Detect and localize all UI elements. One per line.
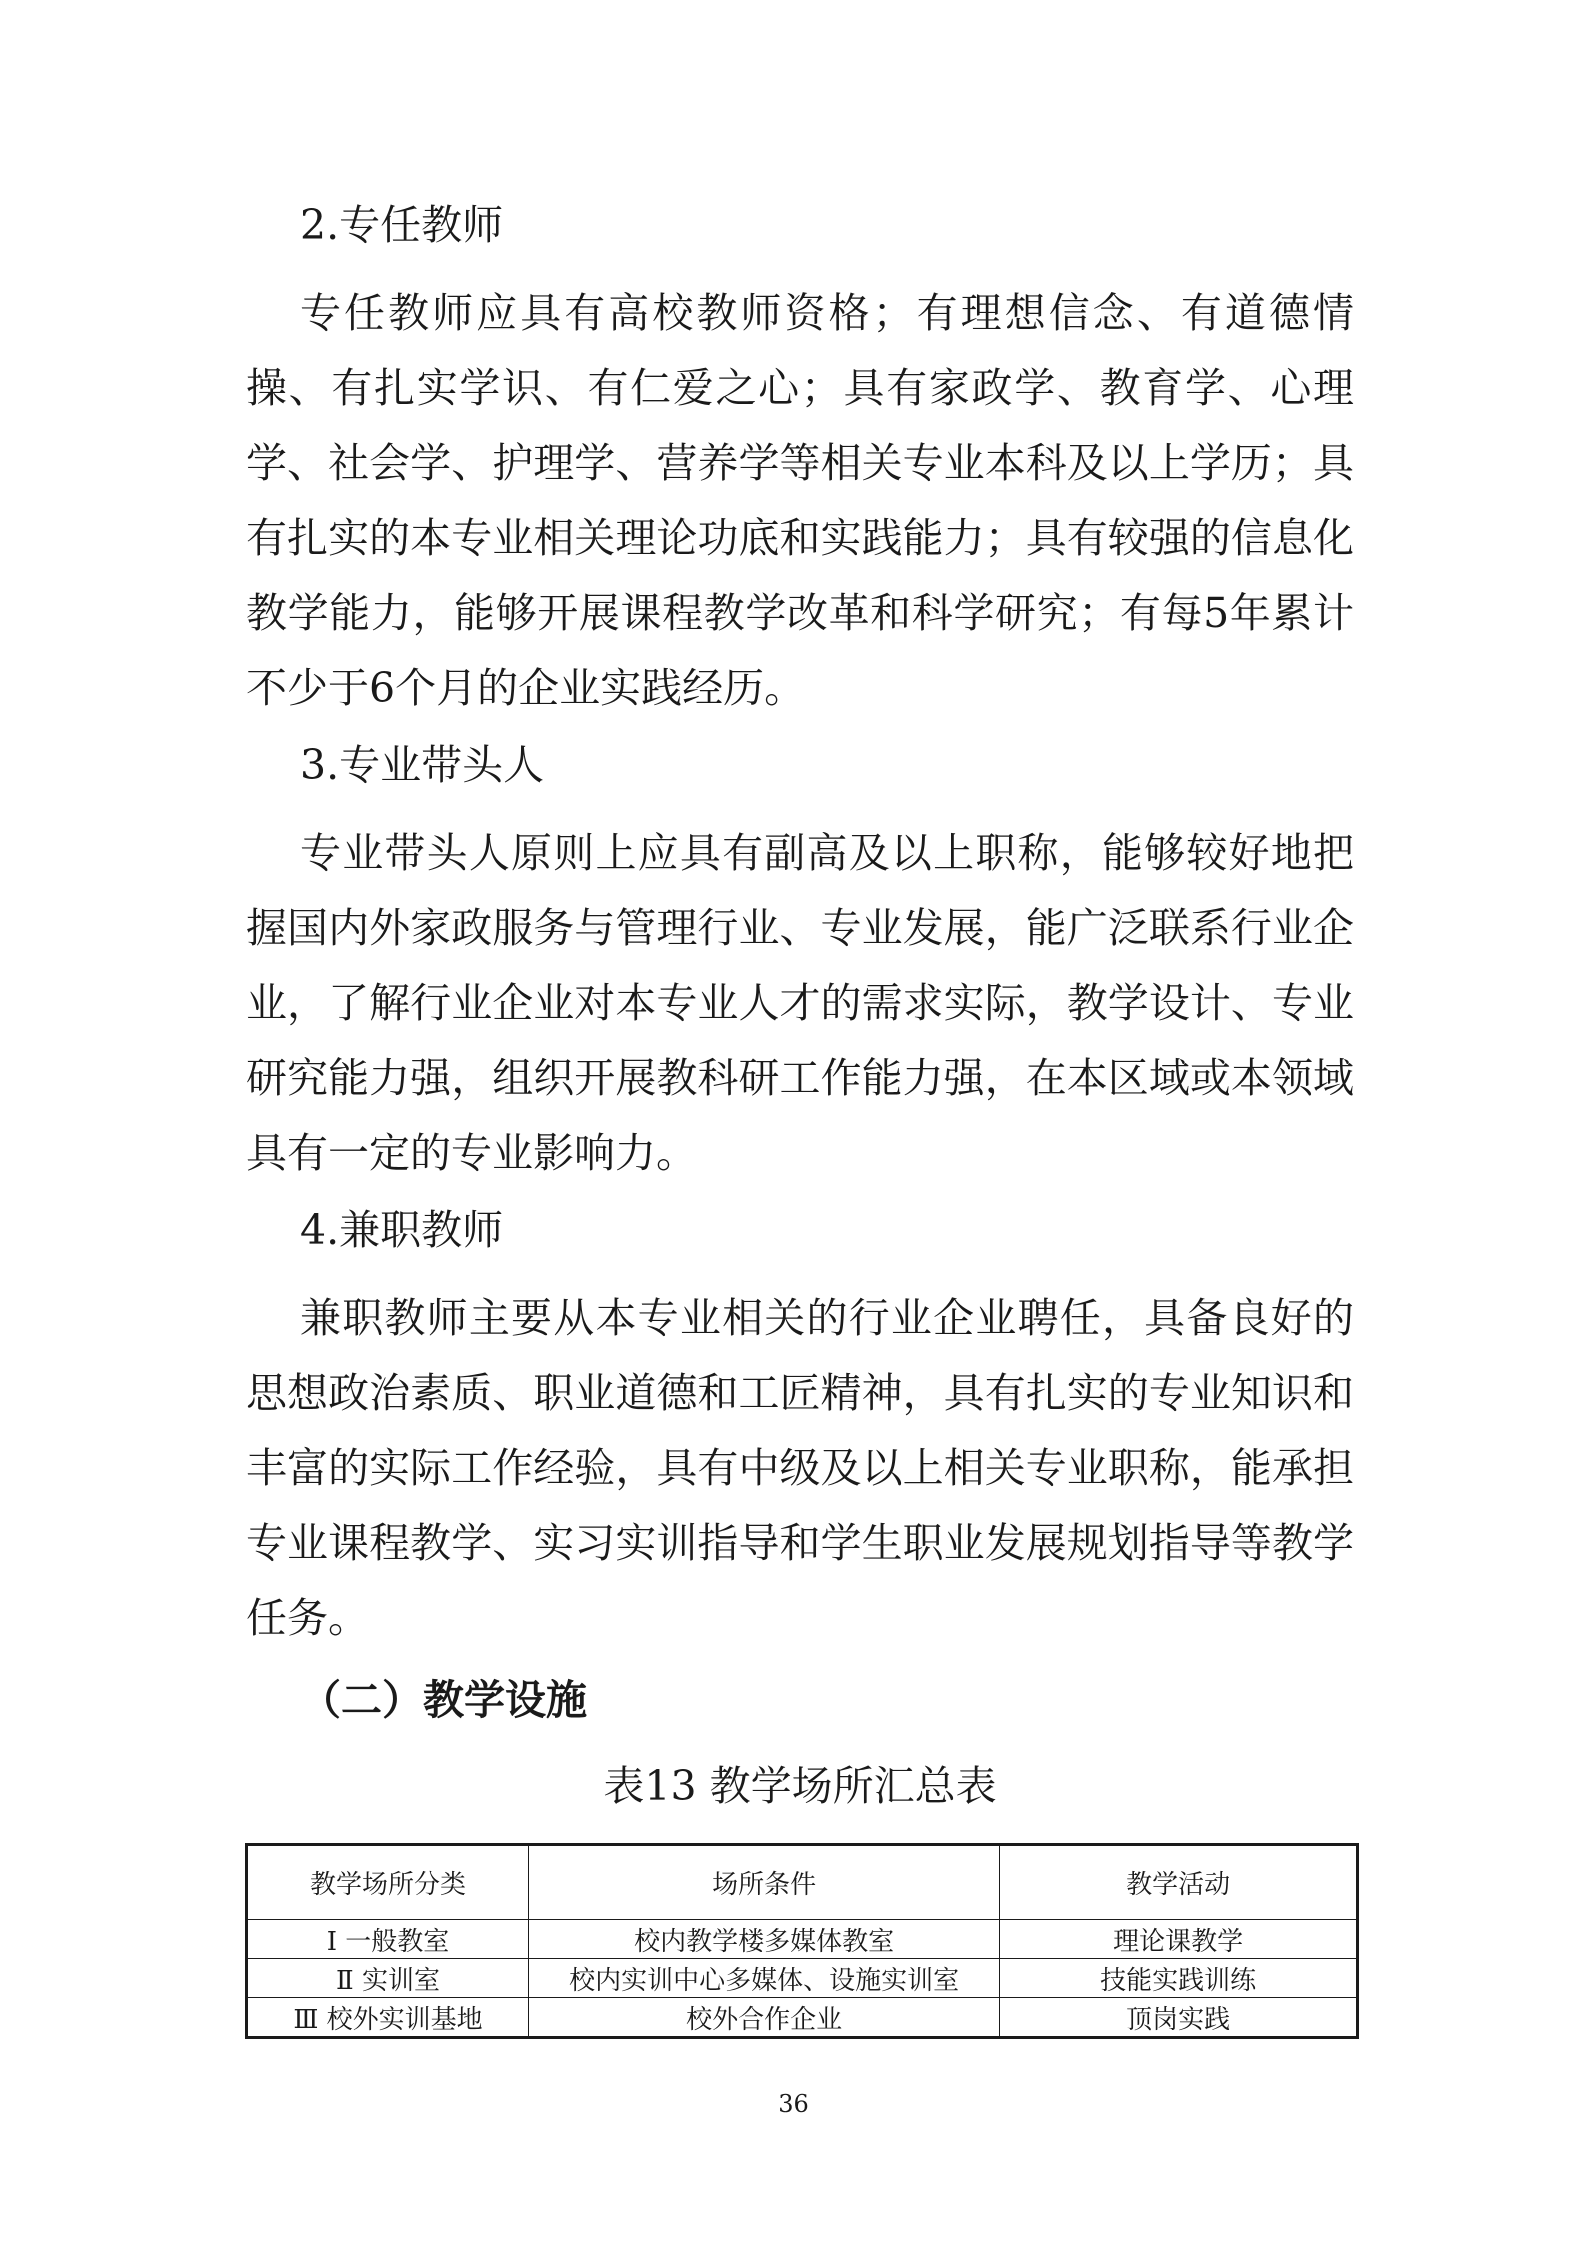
table-header-cell: 教学场所分类 [247,1845,529,1920]
table-row [247,1959,1358,1998]
table-cell: Ⅲ 校外实训基地 [247,1998,529,2038]
table-cell: Ⅱ 实训室 [247,1959,529,1998]
paragraph-part-time-teachers: 兼职教师主要从本专业相关的行业企业聘任，具备良好的思想政治素质、职业道德和工匠精神，具有扎实的专业知识和丰富的实际工作经验，具有中级及以上相关专业职称，能承担专业课程教学、实习实训指导和学生职业发展规划指导等教学任务。 [246,1294,1354,1642]
section-title-teaching-facilities: （二）教学设施 [300,1676,587,1724]
paragraph-full-time-teachers: 专任教师应具有高校教师资格；有理想信念、有道德情操、有扎实学识、有仁爱之心；具有家政学、教育学、心理学、社会学、护理学、营养学等相关专业本科及以上学历；具有扎实的本专业相关理论功底和实践能力；具有较强的信息化教学能力，能够开展课程教学改革和科学研究；有每5年累计不少于6个月的企业实践经历。 [246,289,1354,712]
table-cell: 顶岗实践 [1000,1998,1358,2038]
table-header-cell: 场所条件 [529,1845,1000,1920]
teaching-venues-table [245,1843,1359,2039]
table-header-cell: 教学活动 [1000,1845,1358,1920]
table-cell: 技能实践训练 [1000,1959,1358,1998]
table-cell: 理论课教学 [1000,1920,1358,1959]
table-cell: 校内实训中心多媒体、设施实训室 [529,1959,1000,1998]
paragraph-program-leader: 专业带头人原则上应具有副高及以上职称，能够较好地把握国内外家政服务与管理行业、专业发展，能广泛联系行业企业，了解行业企业对本专业人才的需求实际，教学设计、专业研究能力强，组织开展教科研工作能力强，在本区域或本领域具有一定的专业影响力。 [246,829,1354,1177]
document-body [246,200,1354,1816]
section-heading-part-time-teachers: 4.兼职教师 [300,1206,504,1254]
section-heading-program-leader: 3.专业带头人 [300,741,545,789]
section-heading-full-time-teachers: 2.专任教师 [300,201,504,249]
table-caption: 表13 教学场所汇总表 [603,1762,997,1810]
table-cell: 校外合作企业 [529,1998,1000,2038]
table-cell: 校内教学楼多媒体教室 [529,1920,1000,1959]
table-cell: Ⅰ 一般教室 [247,1920,529,1959]
table-header-row [247,1845,1358,1920]
table-row [247,1998,1358,2038]
page-number: 36 [778,2090,809,2118]
table-row [247,1920,1358,1959]
